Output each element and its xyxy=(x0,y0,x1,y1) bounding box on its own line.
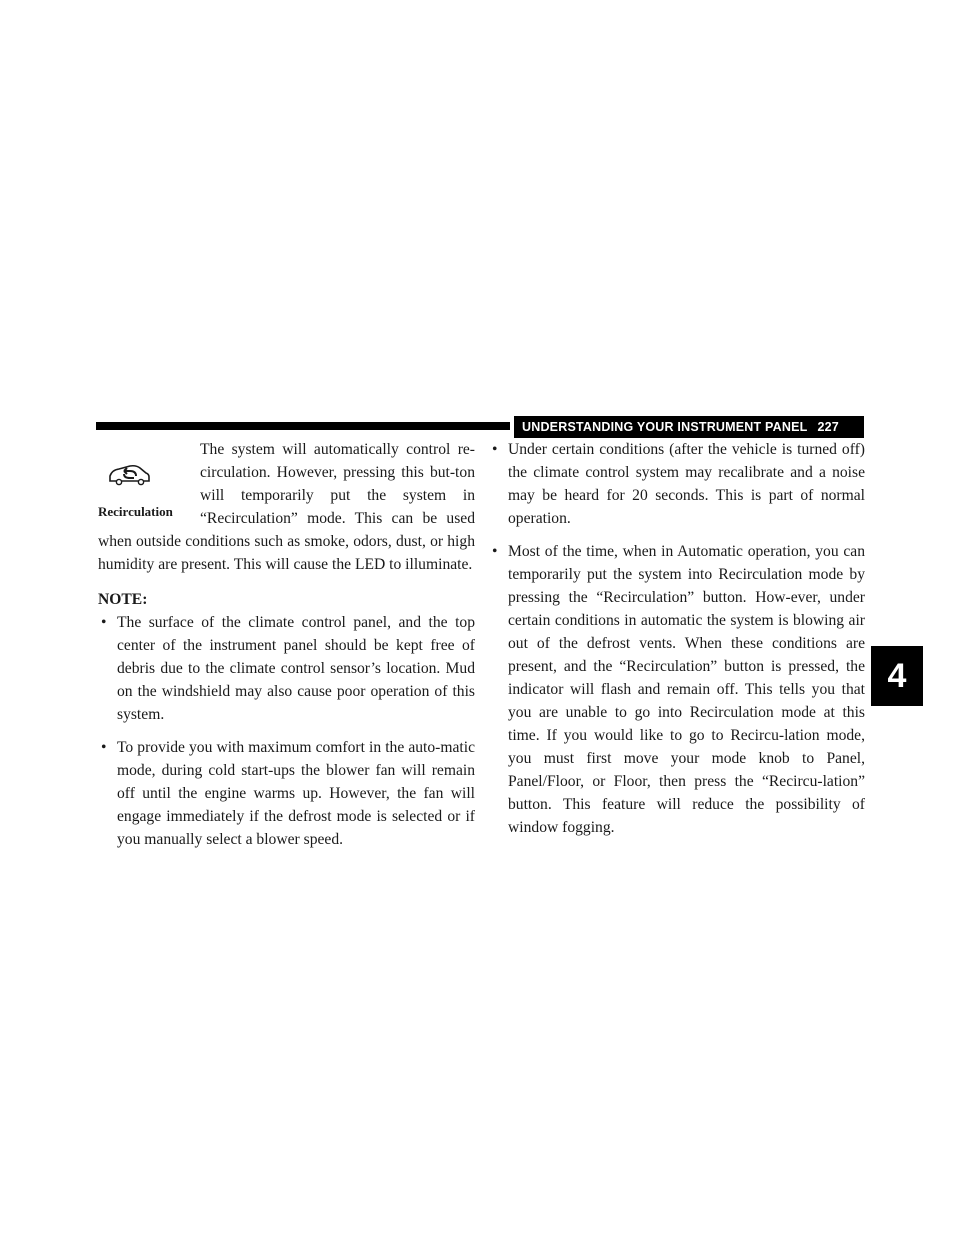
recirculation-car-icon xyxy=(106,462,152,488)
left-column xyxy=(98,438,475,861)
note-bullet-2: • To provide you with maximum comfort in the auto-matic mode, during cold start-ups the blower fan will remain off until the engine warms up. However, the fan will engage immediately if the defrost mode is selected or if you manually select a blower speed. xyxy=(98,736,475,851)
note-bullet-1: • The surface of the climate control panel, and the top center of the instrument panel should be kept free of debris due to the climate control sensor’s location. Mud on the windshield may also cause poor operation of this system. xyxy=(98,611,475,726)
right-bullets xyxy=(489,438,865,839)
header-rule xyxy=(96,422,510,430)
recirculation-paragraph: The system will automatically control re-circulation. However, pressing this but-ton will temporarily put the system in “Recirculation” mode. This can be used when outside conditions such as smoke, odors, dust, or high humidity are present. This will cause the LED to illuminate. xyxy=(98,441,475,573)
page-number: 227 xyxy=(817,420,839,434)
chapter-tab: 4 xyxy=(871,646,923,706)
right-column xyxy=(489,438,865,849)
note-bullets xyxy=(98,611,475,851)
right-bullet-2: • Most of the time, when in Automatic operation, you can temporarily put the system into Recirculation mode by pressing the “Recirculation” button. How-ever, under certain conditions in automatic the system is blowing air out of the defrost vents. When these conditions are present, and the “Recirculation” button is pressed, the indicator will flash and remain off. This tells you that you are unable to go into Recirculation mode at this time. If you would like to go to Recircu-lation mode, you must first move your mode knob to Panel, Panel/Floor, or Floor, then press the “Recircu-lation” button. This feature will reduce the possibility of window fogging. xyxy=(489,540,865,839)
recirculation-caption: Recirculation xyxy=(98,504,173,519)
note-heading: NOTE: xyxy=(98,591,148,608)
right-bullet-1: • Under certain conditions (after the vehicle is turned off) the climate control system may recalibrate and a noise may be heard for 20 seconds. This is part of normal operation. xyxy=(489,438,865,530)
section-title: UNDERSTANDING YOUR INSTRUMENT PANEL xyxy=(522,420,808,434)
running-header xyxy=(514,416,864,438)
recirculation-icon-box xyxy=(98,438,186,530)
